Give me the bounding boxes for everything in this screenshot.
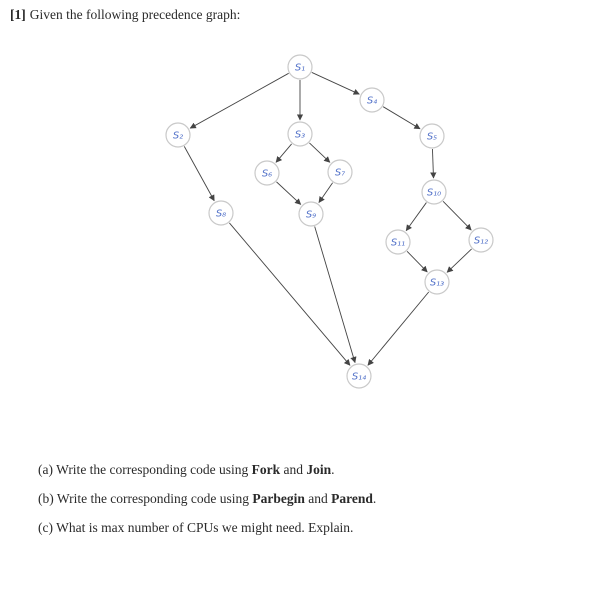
edge-s9-s14 <box>315 226 355 362</box>
node-label: S₅ <box>426 131 438 143</box>
graph-nodes <box>166 55 493 388</box>
node-s9 <box>299 202 323 226</box>
edge-s3-s6 <box>276 144 292 162</box>
edge-s7-s9 <box>319 183 333 203</box>
node-label: S₁₁ <box>390 237 406 249</box>
node-label: S₈ <box>215 208 227 220</box>
node-label: S₄ <box>366 95 378 107</box>
edge-s10-s12 <box>443 201 471 230</box>
node-label: S₃ <box>294 129 306 141</box>
node-s7 <box>328 160 352 184</box>
question-a: (a) Write the corresponding code using Fork and Join. <box>38 462 335 477</box>
edge-s4-s5 <box>383 107 420 129</box>
edge-s1-s4 <box>312 72 359 94</box>
edge-s12-s13 <box>447 249 471 272</box>
node-s12 <box>469 228 493 252</box>
question-c: (c) What is max number of CPUs we might need. Explain. <box>38 520 354 535</box>
node-s13 <box>425 270 449 294</box>
node-s1 <box>288 55 312 79</box>
node-s3 <box>288 122 312 146</box>
node-s10 <box>422 180 446 204</box>
node-s11 <box>386 230 410 254</box>
node-s2 <box>166 123 190 147</box>
node-label: S₁₀ <box>426 187 442 199</box>
node-s14 <box>347 364 371 388</box>
node-s4 <box>360 88 384 112</box>
node-label: S₇ <box>334 167 346 179</box>
node-label: S₉ <box>305 209 317 221</box>
edge-s1-s2 <box>190 73 288 128</box>
edge-s10-s11 <box>406 203 426 231</box>
node-label: S₁₄ <box>351 371 367 383</box>
problem-number: [1] <box>10 7 26 22</box>
question-b: (b) Write the corresponding code using Parbegin and Parend. <box>38 491 377 506</box>
node-s5 <box>420 124 444 148</box>
node-s6 <box>255 161 279 185</box>
node-label: S₁₃ <box>429 277 445 289</box>
edge-s5-s10 <box>432 149 433 178</box>
edge-s11-s13 <box>407 251 427 272</box>
edge-s8-s14 <box>229 223 350 365</box>
node-label: S₂ <box>172 130 184 142</box>
edge-s3-s7 <box>309 143 329 162</box>
node-label: S₆ <box>261 168 273 180</box>
edge-s6-s9 <box>277 182 301 205</box>
node-s8 <box>209 201 233 225</box>
question-list <box>38 462 376 549</box>
node-label: S₁ <box>294 62 306 74</box>
edge-s2-s8 <box>184 146 214 200</box>
edge-s13-s14 <box>368 292 429 365</box>
problem-statement: Given the following precedence graph: <box>29 7 241 22</box>
node-label: S₁₂ <box>473 235 489 247</box>
